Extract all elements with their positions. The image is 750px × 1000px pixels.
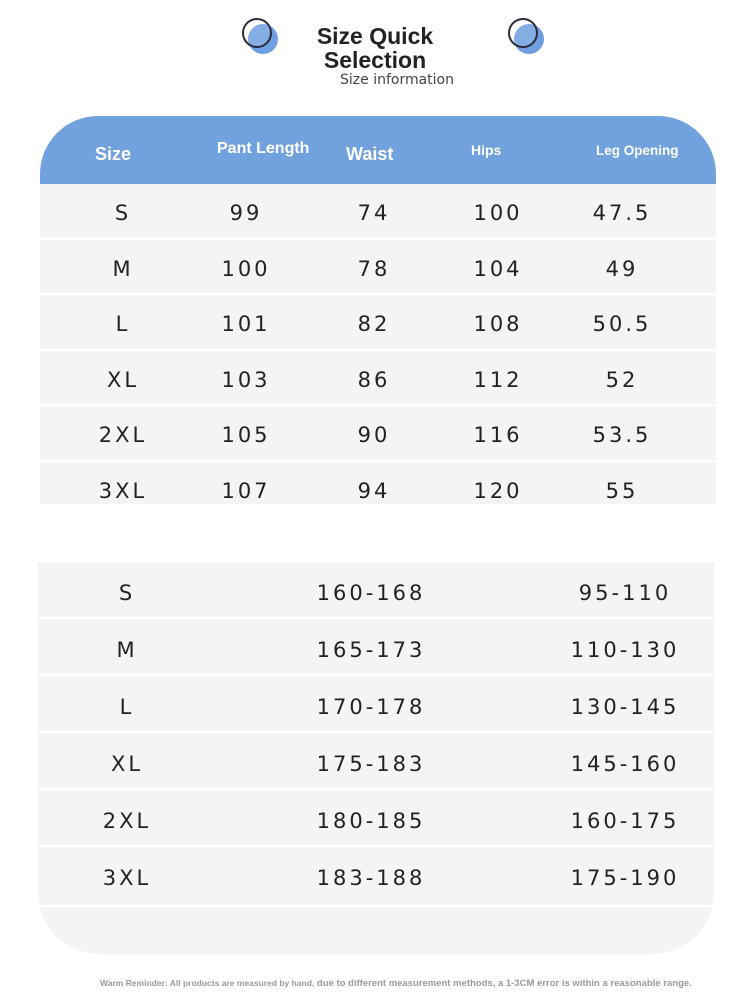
table-cell: 47.5: [592, 201, 652, 225]
table-cell: XL: [110, 752, 144, 776]
table-row: [38, 562, 714, 619]
table-cell: 95-110: [578, 581, 672, 605]
table-cell: 100: [221, 256, 271, 281]
table-cell: 100: [473, 201, 523, 225]
table-cell: 107: [221, 478, 271, 503]
table-row: [40, 240, 716, 296]
table-cell: XL: [106, 367, 140, 392]
table-cell: 78: [357, 256, 391, 281]
table-cell: 108: [473, 312, 523, 336]
table-cell: 175-190: [570, 866, 680, 890]
table-cell: 105: [221, 423, 271, 447]
table-row: [40, 462, 716, 504]
column-header-hips: Hips: [471, 142, 502, 158]
page-title-line2: Selection: [323, 47, 427, 73]
table-cell: 90: [357, 423, 391, 447]
table-cell: 94: [357, 478, 391, 503]
page-subtitle: Size information: [340, 72, 454, 88]
table-cell: 52: [605, 367, 639, 392]
table-row: [38, 790, 714, 847]
header: [0, 0, 750, 100]
table-cell: M: [112, 256, 134, 281]
table-cell: 74: [357, 201, 391, 225]
table-cell: 82: [357, 312, 391, 336]
warm-reminder-part1: Warm Reminder: All products are measured by hand,: [100, 978, 315, 988]
column-header-size: Size: [95, 144, 132, 164]
table-cell: 110-130: [570, 638, 680, 662]
table-row: [38, 847, 714, 907]
table-cell: L: [119, 695, 135, 719]
table-cell: 101: [221, 312, 271, 336]
table-cell: 50.5: [592, 312, 652, 336]
size-table: [40, 116, 716, 512]
table-cell: 55: [605, 478, 639, 503]
table-cell: L: [115, 312, 131, 336]
size-table-body: [40, 184, 716, 504]
table-cell: 49: [605, 256, 639, 281]
page-title-line1: Size Quick: [316, 23, 434, 49]
table-cell: 2XL: [98, 423, 148, 447]
table-cell: 103: [221, 367, 271, 392]
warm-reminder: [100, 978, 748, 989]
table-row: [40, 351, 716, 407]
recommend-table: [38, 562, 714, 954]
table-cell: 180-185: [316, 809, 426, 833]
table-cell: 165-173: [316, 638, 426, 662]
table-cell: 116: [473, 423, 523, 447]
table-row: [38, 733, 714, 790]
table-cell: 99: [229, 201, 263, 225]
table-cell: 3XL: [102, 866, 152, 890]
table-cell: 183-188: [316, 866, 426, 890]
table-cell: 160-168: [316, 581, 426, 605]
table-cell: 112: [473, 367, 523, 392]
table-cell: 160-175: [570, 809, 680, 833]
table-row: [40, 184, 716, 240]
table-cell: 53.5: [592, 423, 652, 447]
table-row: [40, 406, 716, 462]
page-title: [0, 24, 750, 72]
table-cell: 175-183: [316, 752, 426, 776]
table-cell: 2XL: [102, 809, 152, 833]
column-header-pant-length: Pant Length: [217, 140, 310, 157]
table-cell: 120: [473, 478, 523, 503]
table-cell: 86: [357, 367, 391, 392]
table-row: [38, 619, 714, 676]
table-row: [40, 295, 716, 351]
column-header-waist: Waist: [346, 144, 394, 164]
table-cell: 130-145: [570, 695, 680, 719]
table-cell: S: [118, 581, 136, 605]
table-cell: 145-160: [570, 752, 680, 776]
table-row: [38, 676, 714, 733]
column-header-leg-opening: Leg Opening: [596, 143, 679, 158]
size-table-header: [40, 116, 716, 184]
table-cell: M: [116, 638, 138, 662]
table-cell: 3XL: [98, 478, 148, 503]
table-cell: 170-178: [316, 695, 426, 719]
table-cell: S: [114, 201, 132, 225]
warm-reminder-part2: due to different measurement methods, a 1-3CM error is within a reasonable range.: [314, 978, 692, 989]
table-cell: 104: [473, 256, 523, 281]
